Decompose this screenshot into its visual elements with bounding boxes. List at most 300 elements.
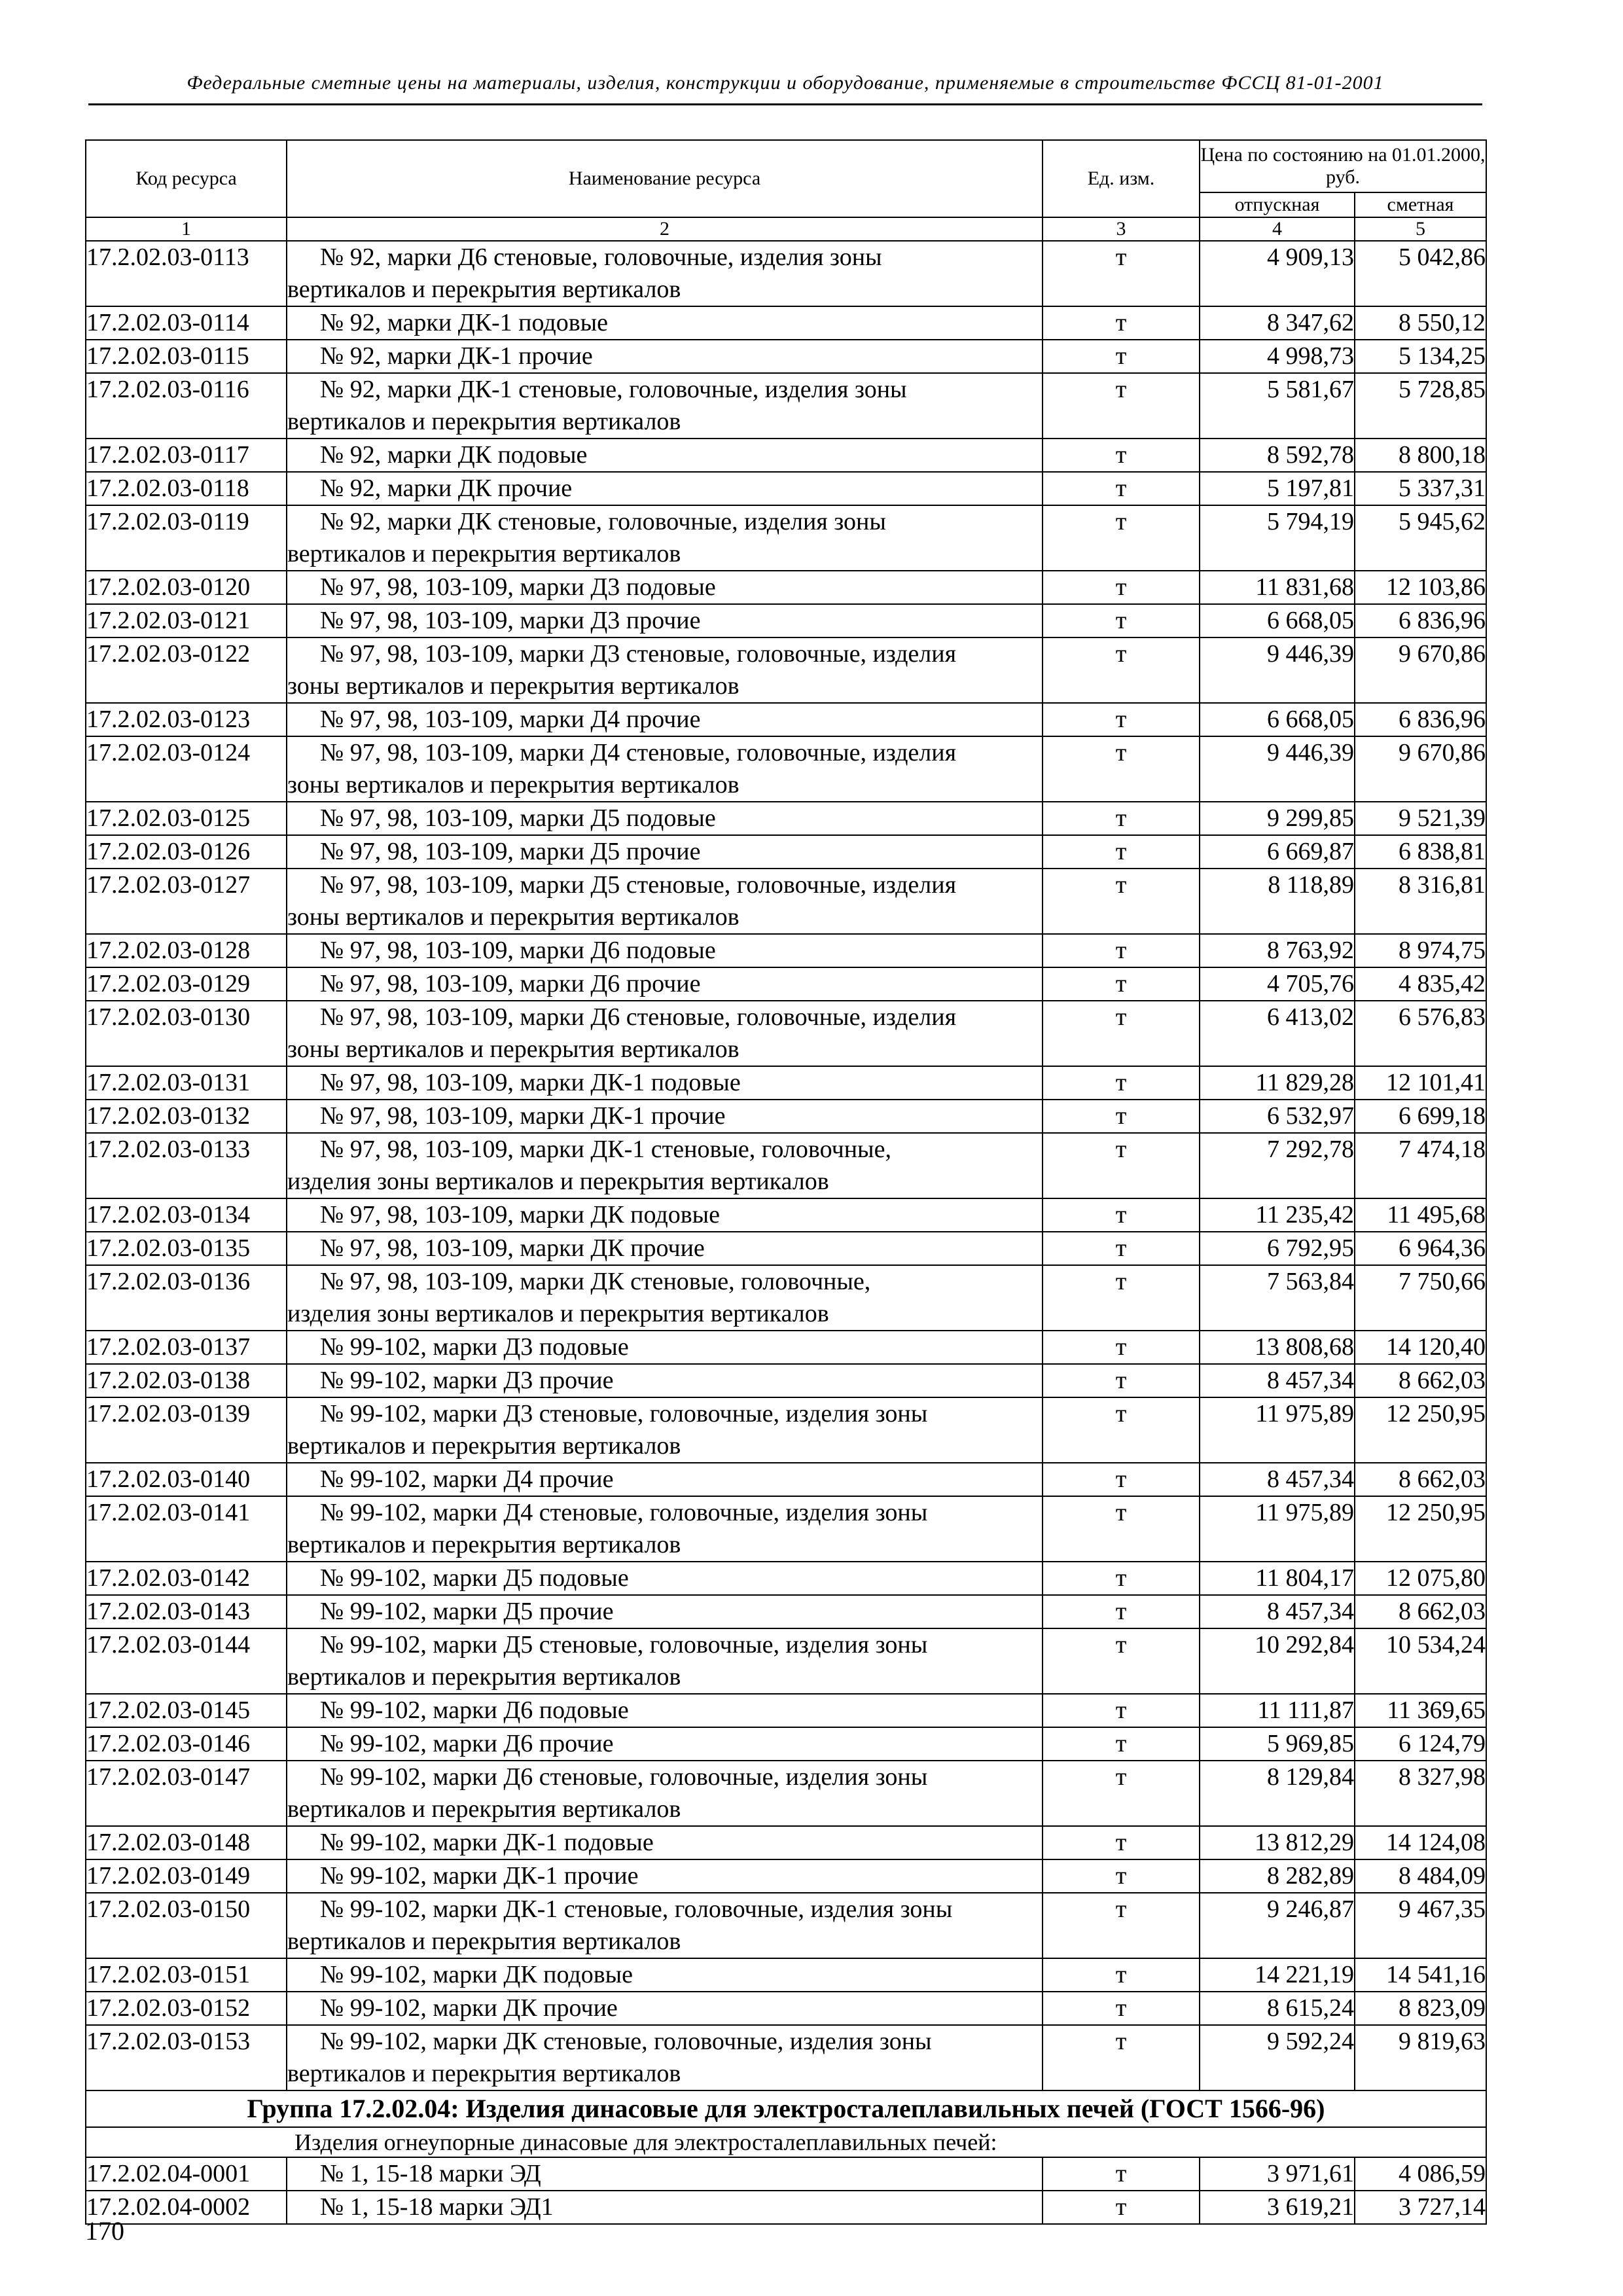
resource-name-line: вертикалов и перекрытия вертикалов (287, 540, 681, 567)
resource-name-line: № 92, марки ДК подовые (320, 441, 588, 469)
table-row (86, 934, 1486, 967)
unit-cell: т (1043, 934, 1200, 967)
release-price: 11 804,17 (1200, 1562, 1355, 1595)
table-row (86, 472, 1486, 505)
estimate-price: 9 521,39 (1355, 802, 1486, 835)
resource-name-line: № 97, 98, 103-109, марки ДК-1 подовые (320, 1069, 741, 1096)
resource-name (287, 2191, 1043, 2224)
release-price: 8 615,24 (1200, 1992, 1355, 2025)
estimate-price: 8 823,09 (1355, 1992, 1486, 2025)
table-row (86, 1628, 1486, 1694)
resource-name-line: № 99-102, марки ДК прочие (320, 1994, 618, 2022)
estimate-price: 11 369,65 (1355, 1694, 1486, 1727)
release-price: 13 812,29 (1200, 1826, 1355, 1859)
unit-cell: т (1043, 472, 1200, 505)
estimate-price: 14 541,16 (1355, 1958, 1486, 1992)
resource-name-line: № 92, марки ДК прочие (320, 475, 573, 502)
table-row (86, 1761, 1486, 1826)
estimate-price: 8 662,03 (1355, 1463, 1486, 1496)
resource-name (287, 1066, 1043, 1100)
resource-name (287, 736, 1043, 802)
unit-cell: т (1043, 1066, 1200, 1100)
resource-name (287, 340, 1043, 373)
estimate-price: 7 474,18 (1355, 1133, 1486, 1198)
resource-code: 17.2.02.03-0134 (86, 1198, 287, 1232)
estimate-price: 8 662,03 (1355, 1364, 1486, 1397)
resource-name (287, 637, 1043, 703)
resource-name-line: № 99-102, марки Д5 подовые (320, 1564, 629, 1592)
table-row (86, 2157, 1486, 2191)
col-number: 3 (1043, 217, 1200, 241)
unit-cell: т (1043, 637, 1200, 703)
resource-name-line: № 99-102, марки ДК-1 стеновые, головочные, изделия зоны (320, 1895, 953, 1923)
group-title: Группа 17.2.02.04: Изделия динасовые для электросталеплавильных печей (ГОСТ 1566-96) (86, 2090, 1486, 2127)
resource-code: 17.2.02.03-0124 (86, 736, 287, 802)
resource-code: 17.2.02.03-0114 (86, 306, 287, 340)
resource-code: 17.2.02.03-0119 (86, 505, 287, 571)
unit-cell: т (1043, 439, 1200, 472)
page-number: 170 (85, 2216, 124, 2246)
release-price: 8 129,84 (1200, 1761, 1355, 1826)
unit-cell: т (1043, 802, 1200, 835)
release-price: 5 794,19 (1200, 505, 1355, 571)
resource-name (287, 1496, 1043, 1562)
estimate-price: 8 550,12 (1355, 306, 1486, 340)
unit-cell: т (1043, 1992, 1200, 2025)
resource-code: 17.2.02.03-0146 (86, 1727, 287, 1761)
resource-code: 17.2.02.03-0148 (86, 1826, 287, 1859)
resource-name (287, 1331, 1043, 1364)
resource-code: 17.2.02.03-0153 (86, 2025, 287, 2090)
resource-name (287, 604, 1043, 637)
release-price: 6 668,05 (1200, 703, 1355, 736)
table-row (86, 1265, 1486, 1331)
resource-name-line: № 97, 98, 103-109, марки ДК-1 прочие (320, 1102, 726, 1130)
table-body (86, 241, 1486, 2090)
resource-code: 17.2.02.03-0130 (86, 1001, 287, 1066)
release-price: 9 299,85 (1200, 802, 1355, 835)
header-rule (88, 103, 1482, 105)
unit-cell: т (1043, 2191, 1200, 2224)
table-row (86, 1893, 1486, 1958)
table-row (86, 1463, 1486, 1496)
resource-code: 17.2.02.03-0122 (86, 637, 287, 703)
estimate-price: 12 101,41 (1355, 1066, 1486, 1100)
estimate-price: 9 670,86 (1355, 736, 1486, 802)
unit-cell: т (1043, 571, 1200, 604)
release-price: 11 829,28 (1200, 1066, 1355, 1100)
resource-name (287, 306, 1043, 340)
resource-code: 17.2.02.03-0129 (86, 967, 287, 1001)
resource-name (287, 1198, 1043, 1232)
unit-cell: т (1043, 869, 1200, 934)
col-header-name: Наименование ресурса (287, 140, 1043, 217)
resource-name-line: № 99-102, марки ДК подовые (320, 1961, 633, 1988)
resource-name-line: вертикалов и перекрытия вертикалов (287, 1432, 681, 1460)
resource-code: 17.2.02.03-0116 (86, 373, 287, 439)
release-price: 11 831,68 (1200, 571, 1355, 604)
table-row (86, 1232, 1486, 1265)
resource-name (287, 1727, 1043, 1761)
resource-name-line: № 97, 98, 103-109, марки ДК прочие (320, 1234, 705, 1262)
resource-name-line: № 99-102, марки Д3 стеновые, головочные, изделия зоны (320, 1400, 928, 1427)
resource-name (287, 1595, 1043, 1628)
resource-code: 17.2.02.03-0150 (86, 1893, 287, 1958)
unit-cell: т (1043, 1496, 1200, 1562)
resource-name-line: № 97, 98, 103-109, марки Д3 подовые (320, 573, 716, 601)
release-price: 11 975,89 (1200, 1496, 1355, 1562)
resource-code: 17.2.02.03-0133 (86, 1133, 287, 1198)
release-price: 8 457,34 (1200, 1595, 1355, 1628)
resource-code: 17.2.02.03-0117 (86, 439, 287, 472)
table-row (86, 736, 1486, 802)
release-price: 8 347,62 (1200, 306, 1355, 340)
table-row (86, 1826, 1486, 1859)
release-price: 4 705,76 (1200, 967, 1355, 1001)
release-price: 11 111,87 (1200, 1694, 1355, 1727)
resource-name-line: вертикалов и перекрытия вертикалов (287, 1928, 681, 1955)
col-number: 2 (287, 217, 1043, 241)
page-header-title: Федеральные сметные цены на материалы, изделия, конструкции и оборудование, применяемые в строительстве ФССЦ 81-01-2001 (187, 72, 1384, 94)
resource-code: 17.2.02.03-0136 (86, 1265, 287, 1331)
table-row (86, 1727, 1486, 1761)
col-header-code: Код ресурса (86, 140, 287, 217)
table-row (86, 835, 1486, 869)
col-header-estimate: сметная (1355, 192, 1486, 217)
resource-name (287, 1761, 1043, 1826)
estimate-price: 5 728,85 (1355, 373, 1486, 439)
resource-name-line: № 92, марки Д6 стеновые, головочные, изделия зоны (320, 243, 882, 271)
table-row (86, 2191, 1486, 2224)
resource-name-line: № 97, 98, 103-109, марки Д6 прочие (320, 970, 701, 997)
resource-code: 17.2.02.03-0115 (86, 340, 287, 373)
unit-cell: т (1043, 241, 1200, 306)
resource-name-line: № 97, 98, 103-109, марки Д5 прочие (320, 838, 701, 865)
resource-name-line: вертикалов и перекрытия вертикалов (287, 1795, 681, 1823)
resource-code: 17.2.02.03-0132 (86, 1100, 287, 1133)
release-price: 4 998,73 (1200, 340, 1355, 373)
estimate-price: 10 534,24 (1355, 1628, 1486, 1694)
resource-name (287, 1628, 1043, 1694)
resource-name-line: № 97, 98, 103-109, марки Д4 стеновые, головочные, изделия (320, 739, 957, 766)
resource-code: 17.2.02.03-0149 (86, 1859, 287, 1893)
table-row (86, 1496, 1486, 1562)
release-price: 7 292,78 (1200, 1133, 1355, 1198)
resource-name (287, 1694, 1043, 1727)
resource-name (287, 802, 1043, 835)
release-price: 5 197,81 (1200, 472, 1355, 505)
resource-name-line: № 97, 98, 103-109, марки Д6 подовые (320, 937, 716, 964)
resource-code: 17.2.02.03-0128 (86, 934, 287, 967)
resource-name (287, 1001, 1043, 1066)
estimate-price: 6 699,18 (1355, 1100, 1486, 1133)
estimate-price: 6 836,96 (1355, 604, 1486, 637)
resource-code: 17.2.02.03-0125 (86, 802, 287, 835)
release-price: 6 532,97 (1200, 1100, 1355, 1133)
unit-cell: т (1043, 1859, 1200, 1893)
estimate-price: 8 662,03 (1355, 1595, 1486, 1628)
table-row (86, 1562, 1486, 1595)
table-body-group (86, 2157, 1486, 2224)
estimate-price: 8 484,09 (1355, 1859, 1486, 1893)
unit-cell: т (1043, 2157, 1200, 2191)
estimate-price: 6 576,83 (1355, 1001, 1486, 1066)
unit-cell: т (1043, 1826, 1200, 1859)
resource-name (287, 241, 1043, 306)
unit-cell: т (1043, 703, 1200, 736)
col-number: 1 (86, 217, 287, 241)
estimate-price: 5 337,31 (1355, 472, 1486, 505)
release-price: 6 669,87 (1200, 835, 1355, 869)
unit-cell: т (1043, 1958, 1200, 1992)
table-row (86, 1958, 1486, 1992)
table-row (86, 1066, 1486, 1100)
estimate-price: 12 075,80 (1355, 1562, 1486, 1595)
resource-name (287, 934, 1043, 967)
estimate-price: 8 974,75 (1355, 934, 1486, 967)
unit-cell: т (1043, 1694, 1200, 1727)
resource-name-line: № 97, 98, 103-109, марки ДК стеновые, головочные, (320, 1268, 871, 1295)
resource-code: 17.2.02.03-0118 (86, 472, 287, 505)
unit-cell: т (1043, 835, 1200, 869)
col-header-unit: Ед. изм. (1043, 140, 1200, 217)
resource-name (287, 472, 1043, 505)
table-row (86, 1001, 1486, 1066)
resource-name (287, 1100, 1043, 1133)
unit-cell: т (1043, 736, 1200, 802)
estimate-price: 9 467,35 (1355, 1893, 1486, 1958)
resource-name (287, 439, 1043, 472)
resource-name-line: № 99-102, марки ДК стеновые, головочные, изделия зоны (320, 2028, 932, 2055)
resource-name-line: вертикалов и перекрытия вертикалов (287, 1663, 681, 1691)
table-row (86, 1992, 1486, 2025)
unit-cell: т (1043, 1727, 1200, 1761)
resource-name-line: № 97, 98, 103-109, марки Д3 прочие (320, 607, 701, 634)
estimate-price: 12 103,86 (1355, 571, 1486, 604)
unit-cell: т (1043, 1562, 1200, 1595)
table-row (86, 1859, 1486, 1893)
resource-name-line: № 99-102, марки Д6 стеновые, головочные, изделия зоны (320, 1763, 928, 1791)
col-number: 4 (1200, 217, 1355, 241)
release-price: 9 446,39 (1200, 637, 1355, 703)
resource-code: 17.2.02.03-0113 (86, 241, 287, 306)
resource-code: 17.2.02.03-0135 (86, 1232, 287, 1265)
estimate-price: 4 835,42 (1355, 967, 1486, 1001)
release-price: 11 975,89 (1200, 1397, 1355, 1463)
unit-cell: т (1043, 505, 1200, 571)
unit-cell: т (1043, 1595, 1200, 1628)
price-table (85, 139, 1487, 2225)
resource-name (287, 1232, 1043, 1265)
unit-cell: т (1043, 1133, 1200, 1198)
table-row (86, 1331, 1486, 1364)
unit-cell: т (1043, 1463, 1200, 1496)
resource-name (287, 571, 1043, 604)
resource-code: 17.2.02.03-0143 (86, 1595, 287, 1628)
release-price: 8 592,78 (1200, 439, 1355, 472)
resource-code: 17.2.02.03-0144 (86, 1628, 287, 1694)
resource-name-line: № 99-102, марки Д4 прочие (320, 1465, 614, 1493)
resource-name-line: № 1, 15-18 марки ЭД (320, 2160, 541, 2187)
estimate-price: 8 316,81 (1355, 869, 1486, 934)
unit-cell: т (1043, 967, 1200, 1001)
table-row (86, 1198, 1486, 1232)
release-price: 8 457,34 (1200, 1463, 1355, 1496)
estimate-price: 12 250,95 (1355, 1397, 1486, 1463)
estimate-price: 6 838,81 (1355, 835, 1486, 869)
resource-name-line: № 97, 98, 103-109, марки Д5 подовые (320, 804, 716, 832)
release-price: 10 292,84 (1200, 1628, 1355, 1694)
resource-name (287, 1893, 1043, 1958)
resource-code: 17.2.02.03-0152 (86, 1992, 287, 2025)
release-price: 5 581,67 (1200, 373, 1355, 439)
resource-name (287, 1958, 1043, 1992)
resource-name-line: вертикалов и перекрытия вертикалов (287, 1531, 681, 1558)
resource-code: 17.2.02.03-0127 (86, 869, 287, 934)
resource-name-line: вертикалов и перекрытия вертикалов (287, 2060, 681, 2087)
estimate-price: 6 964,36 (1355, 1232, 1486, 1265)
table-row (86, 604, 1486, 637)
resource-name-line: № 97, 98, 103-109, марки Д5 стеновые, головочные, изделия (320, 871, 957, 899)
estimate-price: 9 819,63 (1355, 2025, 1486, 2090)
resource-code: 17.2.02.03-0138 (86, 1364, 287, 1397)
resource-name-line: № 1, 15-18 марки ЭД1 (320, 2193, 554, 2221)
resource-name-line: вертикалов и перекрытия вертикалов (287, 408, 681, 435)
unit-cell: т (1043, 373, 1200, 439)
estimate-price: 12 250,95 (1355, 1496, 1486, 1562)
unit-cell: т (1043, 1100, 1200, 1133)
resource-name-line: № 97, 98, 103-109, марки Д3 стеновые, головочные, изделия (320, 640, 957, 668)
unit-cell: т (1043, 1397, 1200, 1463)
table-row (86, 373, 1486, 439)
release-price: 6 413,02 (1200, 1001, 1355, 1066)
unit-cell: т (1043, 1001, 1200, 1066)
resource-name-line: зоны вертикалов и перекрытия вертикалов (287, 672, 740, 700)
resource-code: 17.2.02.04-0001 (86, 2157, 287, 2191)
resource-code: 17.2.02.03-0121 (86, 604, 287, 637)
resource-name-line: № 97, 98, 103-109, марки ДК-1 стеновые, головочные, (320, 1136, 891, 1163)
unit-cell: т (1043, 1364, 1200, 1397)
resource-name-line: изделия зоны вертикалов и перекрытия вертикалов (287, 1168, 829, 1195)
table-row (86, 637, 1486, 703)
estimate-price: 4 086,59 (1355, 2157, 1486, 2191)
estimate-price: 7 750,66 (1355, 1265, 1486, 1331)
col-number: 5 (1355, 217, 1486, 241)
resource-name-line: № 99-102, марки ДК-1 прочие (320, 1862, 639, 1890)
table-row (86, 802, 1486, 835)
resource-name (287, 2025, 1043, 2090)
resource-code: 17.2.02.03-0137 (86, 1331, 287, 1364)
estimate-price: 5 945,62 (1355, 505, 1486, 571)
resource-name-line: зоны вертикалов и перекрытия вертикалов (287, 771, 740, 798)
resource-code: 17.2.02.03-0131 (86, 1066, 287, 1100)
resource-name-line: № 99-102, марки Д4 стеновые, головочные, изделия зоны (320, 1499, 928, 1526)
release-price: 7 563,84 (1200, 1265, 1355, 1331)
estimate-price: 9 670,86 (1355, 637, 1486, 703)
table-row (86, 306, 1486, 340)
release-price: 3 619,21 (1200, 2191, 1355, 2224)
table-row (86, 1397, 1486, 1463)
estimate-price: 5 134,25 (1355, 340, 1486, 373)
resource-name (287, 1397, 1043, 1463)
resource-name (287, 505, 1043, 571)
resource-name-line: № 92, марки ДК стеновые, головочные, изделия зоны (320, 508, 886, 535)
resource-code: 17.2.02.03-0126 (86, 835, 287, 869)
resource-name (287, 373, 1043, 439)
resource-name (287, 1992, 1043, 2025)
release-price: 6 668,05 (1200, 604, 1355, 637)
release-price: 13 808,68 (1200, 1331, 1355, 1364)
resource-name (287, 1562, 1043, 1595)
unit-cell: т (1043, 1265, 1200, 1331)
resource-code: 17.2.02.03-0140 (86, 1463, 287, 1496)
estimate-price: 6 836,96 (1355, 703, 1486, 736)
release-price: 8 118,89 (1200, 869, 1355, 934)
resource-name-line: зоны вертикалов и перекрытия вертикалов (287, 903, 740, 931)
resource-name (287, 1859, 1043, 1893)
release-price: 8 282,89 (1200, 1859, 1355, 1893)
estimate-price: 3 727,14 (1355, 2191, 1486, 2224)
resource-name-line: изделия зоны вертикалов и перекрытия вертикалов (287, 1300, 829, 1327)
table-row (86, 340, 1486, 373)
table-row (86, 869, 1486, 934)
resource-name-line: зоны вертикалов и перекрытия вертикалов (287, 1035, 740, 1063)
unit-cell: т (1043, 340, 1200, 373)
resource-name-line: № 92, марки ДК-1 стеновые, головочные, изделия зоны (320, 376, 907, 403)
estimate-price: 14 120,40 (1355, 1331, 1486, 1364)
resource-name (287, 1133, 1043, 1198)
unit-cell: т (1043, 1761, 1200, 1826)
resource-code: 17.2.02.04-0002 (86, 2191, 287, 2224)
col-header-price: Цена по состоянию на 01.01.2000, руб. (1200, 140, 1486, 192)
table-row (86, 1100, 1486, 1133)
release-price: 8 763,92 (1200, 934, 1355, 967)
estimate-price: 8 800,18 (1355, 439, 1486, 472)
resource-name (287, 2157, 1043, 2191)
unit-cell: т (1043, 1331, 1200, 1364)
resource-name-line: № 99-102, марки Д6 прочие (320, 1730, 614, 1757)
estimate-price: 11 495,68 (1355, 1198, 1486, 1232)
estimate-price: 8 327,98 (1355, 1761, 1486, 1826)
release-price: 6 792,95 (1200, 1232, 1355, 1265)
resource-code: 17.2.02.03-0147 (86, 1761, 287, 1826)
release-price: 9 592,24 (1200, 2025, 1355, 2090)
resource-name (287, 869, 1043, 934)
resource-name (287, 1364, 1043, 1397)
resource-name (287, 967, 1043, 1001)
release-price: 4 909,13 (1200, 241, 1355, 306)
table-row (86, 1595, 1486, 1628)
resource-name-line: № 99-102, марки Д3 прочие (320, 1367, 614, 1394)
resource-name-line: № 97, 98, 103-109, марки Д4 прочие (320, 706, 701, 733)
unit-cell: т (1043, 2025, 1200, 2090)
resource-name-line: № 99-102, марки Д5 прочие (320, 1598, 614, 1625)
estimate-price: 6 124,79 (1355, 1727, 1486, 1761)
resource-code: 17.2.02.03-0139 (86, 1397, 287, 1463)
resource-name (287, 703, 1043, 736)
resource-code: 17.2.02.03-0151 (86, 1958, 287, 1992)
table-row (86, 1694, 1486, 1727)
resource-code: 17.2.02.03-0145 (86, 1694, 287, 1727)
resource-name (287, 1826, 1043, 1859)
table-row (86, 703, 1486, 736)
resource-name-line: № 92, марки ДК-1 подовые (320, 309, 609, 336)
table-row (86, 967, 1486, 1001)
release-price: 5 969,85 (1200, 1727, 1355, 1761)
table-row (86, 1133, 1486, 1198)
resource-code: 17.2.02.03-0142 (86, 1562, 287, 1595)
resource-name (287, 1265, 1043, 1331)
